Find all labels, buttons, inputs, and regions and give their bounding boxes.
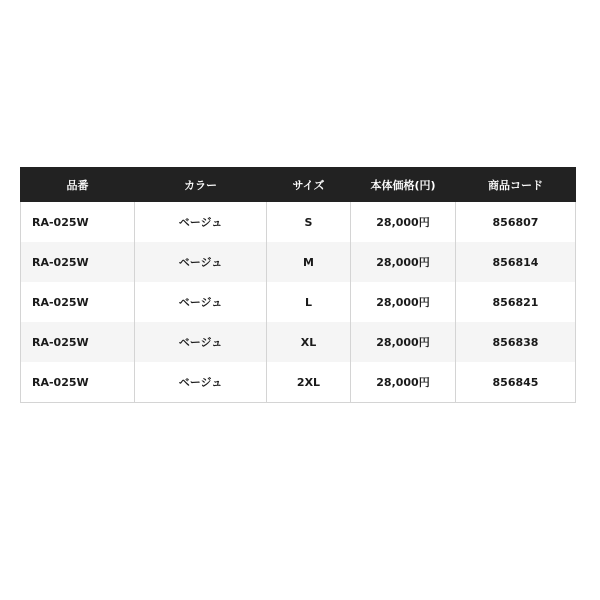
table-row — [21, 282, 576, 322]
cell-product-code: 856807 — [456, 202, 576, 243]
cell-size: M — [267, 242, 351, 282]
header-color: カラー — [135, 168, 267, 202]
cell-price: 28,000円 — [351, 362, 456, 403]
cell-color: ベージュ — [135, 242, 267, 282]
cell-model-number: RA-025W — [21, 242, 135, 282]
cell-size: L — [267, 282, 351, 322]
cell-size: S — [267, 202, 351, 243]
cell-product-code: 856845 — [456, 362, 576, 403]
table-row — [21, 322, 576, 362]
cell-price: 28,000円 — [351, 202, 456, 243]
cell-product-code: 856814 — [456, 242, 576, 282]
cell-color: ベージュ — [135, 362, 267, 403]
header-product-code: 商品コード — [456, 168, 576, 202]
cell-color: ベージュ — [135, 282, 267, 322]
table-header-row — [21, 168, 576, 202]
cell-color: ベージュ — [135, 322, 267, 362]
table-row — [21, 242, 576, 282]
product-spec-table — [20, 167, 576, 403]
header-price: 本体価格(円) — [351, 168, 456, 202]
table-row — [21, 362, 576, 403]
cell-price: 28,000円 — [351, 282, 456, 322]
cell-product-code: 856821 — [456, 282, 576, 322]
header-size: サイズ — [267, 168, 351, 202]
cell-price: 28,000円 — [351, 322, 456, 362]
table-header — [21, 168, 576, 202]
table-body — [21, 202, 576, 403]
cell-size: 2XL — [267, 362, 351, 403]
table-row — [21, 202, 576, 243]
header-model-number: 品番 — [21, 168, 135, 202]
cell-model-number: RA-025W — [21, 322, 135, 362]
cell-model-number: RA-025W — [21, 202, 135, 243]
cell-model-number: RA-025W — [21, 362, 135, 403]
cell-product-code: 856838 — [456, 322, 576, 362]
cell-color: ベージュ — [135, 202, 267, 243]
cell-size: XL — [267, 322, 351, 362]
cell-price: 28,000円 — [351, 242, 456, 282]
cell-model-number: RA-025W — [21, 282, 135, 322]
